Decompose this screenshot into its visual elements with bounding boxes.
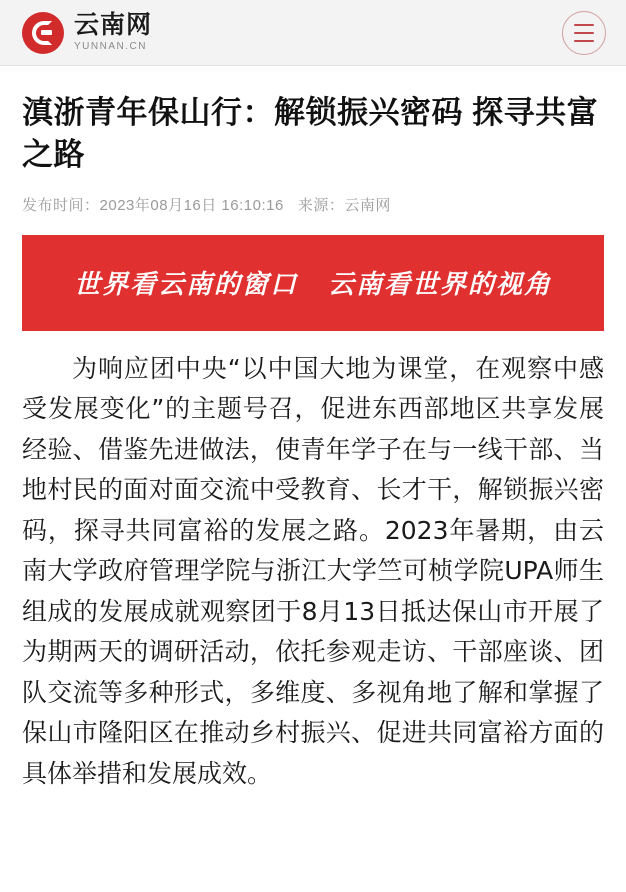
menu-bar-2 <box>574 32 594 34</box>
hamburger-menu-icon[interactable] <box>562 11 606 55</box>
brand-name-en: YUNNAN.CN <box>74 41 147 52</box>
page-title: 滇浙青年保山行：解锁振兴密码 探寻共富之路 <box>22 95 599 172</box>
brand-text <box>74 13 152 52</box>
article-container <box>0 66 626 794</box>
brand-name-cn: 云南网 <box>74 11 153 39</box>
site-header <box>0 0 626 66</box>
banner-text-right: 云南看世界的视角 <box>328 270 553 300</box>
publish-time-value: 2023年08月16日 16:10:16 <box>99 196 284 214</box>
site-logo[interactable] <box>22 12 152 54</box>
banner-text-left: 世界看云南的窗口 <box>73 270 298 300</box>
menu-bar-1 <box>574 24 594 26</box>
article-meta <box>22 194 604 215</box>
yunnan-logo-icon <box>22 12 64 54</box>
article-banner-image <box>22 235 604 331</box>
article-paragraph: 为响应团中央“以中国大地为课堂，在观察中感受发展变化”的主题号召，促进东西部地区共享发展经验、借鉴先进做法，使青年学子在与一线干部、当地村民的面对面交流中受教育、长才干，解锁振兴密码，探寻共同富裕的发展之路。2023年暑期，由云南大学政府管理学院与浙江大学竺可桢学院UPA师生组成的发展成就观察团于8月13日抵达保山市开展了为期两天的调研活动，依托参观走访、干部座谈、团队交流等多种形式，多维度、多视角地了解和掌握了保山市隆阳区在推动乡村振兴、促进共同富裕方面的具体举措和发展成效。 <box>22 353 604 788</box>
publish-time-label: 发布时间： <box>22 196 100 214</box>
menu-bar-3 <box>574 40 594 42</box>
source-label: 来源： <box>297 196 345 214</box>
source-value: 云南网 <box>344 196 391 214</box>
